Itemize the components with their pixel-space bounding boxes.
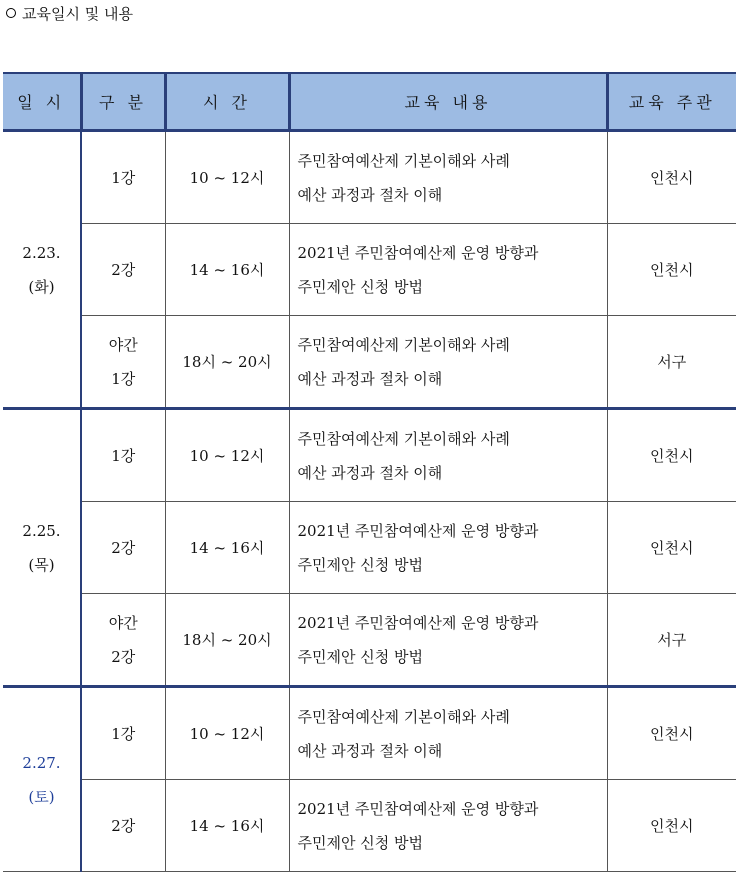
table-row xyxy=(3,131,736,224)
content-cell xyxy=(289,131,607,224)
org-cell: 서구 xyxy=(607,594,736,687)
content-cell xyxy=(289,502,607,594)
content-line: 주민참여예산제 기본이해와 사례 xyxy=(297,335,510,354)
column-header-content: 교육 내용 xyxy=(289,73,607,131)
time-cell: 18시 ~ 20시 xyxy=(165,594,289,687)
content-line: 주민참여예산제 기본이해와 사례 xyxy=(297,429,510,448)
section-heading-text: 교육일시 및 내용 xyxy=(22,4,133,23)
content-cell xyxy=(289,316,607,409)
time-cell: 14 ~ 16시 xyxy=(165,780,289,872)
org-cell: 인천시 xyxy=(607,131,736,224)
content-line: 예산 과정과 절차 이해 xyxy=(297,463,443,482)
content-line: 주민제안 신청 방법 xyxy=(297,833,423,852)
content-line: 2021년 주민참여예산제 운영 방향과 xyxy=(297,799,539,818)
content-cell xyxy=(289,594,607,687)
time-cell: 10 ~ 12시 xyxy=(165,131,289,224)
type-cell xyxy=(81,409,165,502)
org-cell: 인천시 xyxy=(607,224,736,316)
day-value: (목) xyxy=(28,555,55,574)
day-value: (토) xyxy=(28,787,55,806)
content-line: 2021년 주민참여예산제 운영 방향과 xyxy=(297,521,539,540)
date-value: 2.23. xyxy=(22,243,61,262)
org-cell: 인천시 xyxy=(607,502,736,594)
type-cell xyxy=(81,780,165,872)
content-line: 2021년 주민참여예산제 운영 방향과 xyxy=(297,613,539,632)
type-label: 2강 xyxy=(111,538,136,557)
table-row xyxy=(3,224,736,316)
column-header-org: 교육 주관 xyxy=(607,73,736,131)
type-label: 1강 xyxy=(111,168,136,187)
circle-bullet-icon xyxy=(6,8,16,18)
column-header-type: 구 분 xyxy=(81,73,165,131)
type-cell xyxy=(81,594,165,687)
type-cell xyxy=(81,687,165,780)
table-row xyxy=(3,502,736,594)
date-value: 2.25. xyxy=(22,521,61,540)
content-line: 주민제안 신청 방법 xyxy=(297,555,423,574)
type-label: 2강 xyxy=(111,260,136,279)
org-cell: 서구 xyxy=(607,316,736,409)
content-cell xyxy=(289,224,607,316)
date-cell xyxy=(3,687,81,872)
content-cell xyxy=(289,409,607,502)
date-cell xyxy=(3,131,81,409)
content-line: 2021년 주민참여예산제 운영 방향과 xyxy=(297,243,539,262)
content-line: 주민제안 신청 방법 xyxy=(297,277,423,296)
content-line: 주민참여예산제 기본이해와 사례 xyxy=(297,707,510,726)
type-cell xyxy=(81,316,165,409)
table-row xyxy=(3,687,736,780)
content-line: 주민참여예산제 기본이해와 사례 xyxy=(297,151,510,170)
content-cell xyxy=(289,780,607,872)
type-cell xyxy=(81,502,165,594)
table-row xyxy=(3,594,736,687)
time-cell: 10 ~ 12시 xyxy=(165,409,289,502)
org-cell: 인천시 xyxy=(607,780,736,872)
type-label: 2강 xyxy=(111,647,136,666)
org-cell: 인천시 xyxy=(607,409,736,502)
type-label: 야간 xyxy=(108,335,138,354)
content-line: 예산 과정과 절차 이해 xyxy=(297,185,443,204)
date-value: 2.27. xyxy=(22,753,61,772)
content-line: 예산 과정과 절차 이해 xyxy=(297,741,443,760)
type-label: 1강 xyxy=(111,446,136,465)
section-heading xyxy=(6,2,133,24)
type-cell xyxy=(81,131,165,224)
time-cell: 14 ~ 16시 xyxy=(165,502,289,594)
column-header-date: 일 시 xyxy=(3,73,81,131)
date-cell xyxy=(3,409,81,687)
column-header-time: 시 간 xyxy=(165,73,289,131)
type-label: 1강 xyxy=(111,369,136,388)
content-line: 주민제안 신청 방법 xyxy=(297,647,423,666)
table-row xyxy=(3,316,736,409)
day-value: (화) xyxy=(28,277,55,296)
table-header-row xyxy=(3,73,736,131)
org-cell: 인천시 xyxy=(607,687,736,780)
type-label: 1강 xyxy=(111,724,136,743)
content-cell xyxy=(289,687,607,780)
type-cell xyxy=(81,224,165,316)
time-cell: 14 ~ 16시 xyxy=(165,224,289,316)
table-row xyxy=(3,780,736,872)
content-line: 예산 과정과 절차 이해 xyxy=(297,369,443,388)
schedule-table xyxy=(3,72,736,872)
type-label: 야간 xyxy=(108,613,138,632)
type-label: 2강 xyxy=(111,816,136,835)
time-cell: 18시 ~ 20시 xyxy=(165,316,289,409)
table-row xyxy=(3,409,736,502)
time-cell: 10 ~ 12시 xyxy=(165,687,289,780)
